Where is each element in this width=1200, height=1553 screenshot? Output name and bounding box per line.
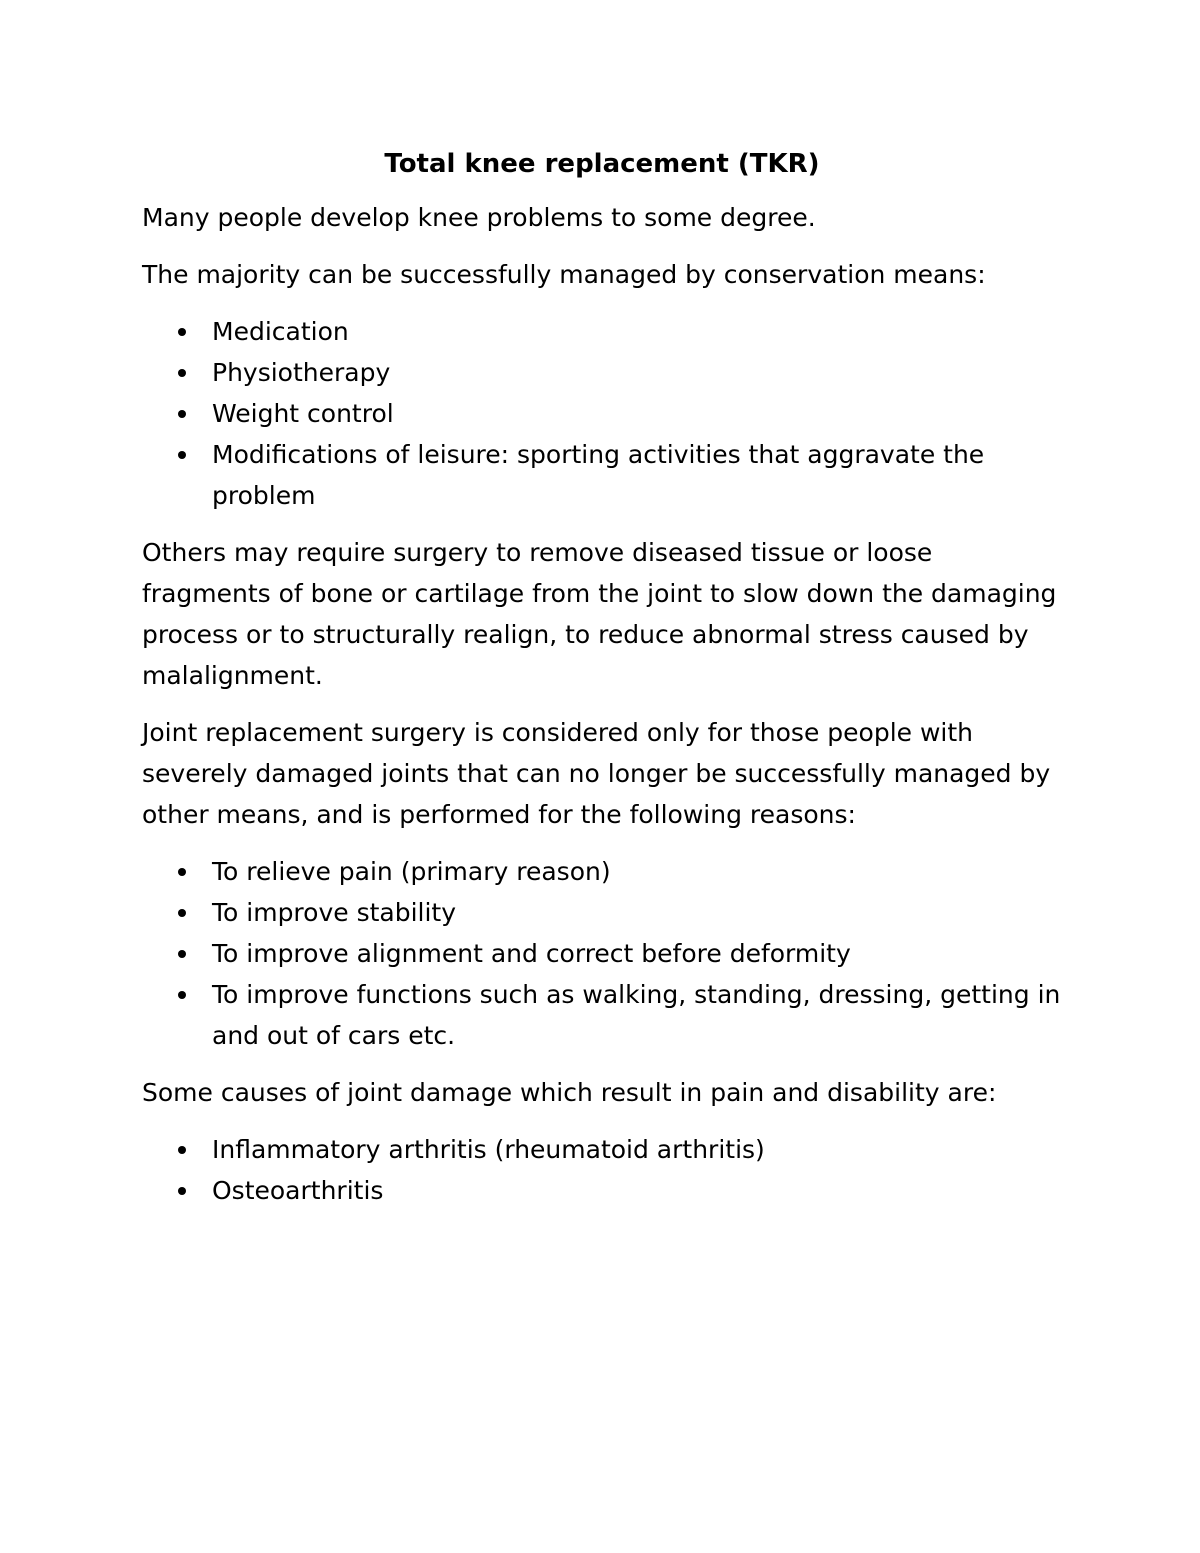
list-item <box>142 892 1062 933</box>
causes-intro: Some causes of joint damage which result in pain and disability are: <box>142 1078 997 1107</box>
list-item <box>142 933 1062 974</box>
bullet-icon <box>178 950 186 958</box>
bullet-icon <box>178 369 186 377</box>
bullet-icon <box>178 1187 186 1195</box>
list-item <box>142 311 1062 352</box>
bullet-icon <box>178 868 186 876</box>
list-item <box>142 352 1062 393</box>
list-item-text: To improve stability <box>212 898 457 927</box>
conservation-intro: The majority can be successfully managed by conservation means: <box>142 260 986 289</box>
document-title: Total knee replacement (TKR) <box>384 149 820 179</box>
bullet-icon <box>178 909 186 917</box>
bullet-icon <box>178 410 186 418</box>
list-item <box>142 1129 1062 1170</box>
bullet-icon <box>178 991 186 999</box>
list-item <box>142 393 1062 434</box>
list-item-text: Physiotherapy <box>212 358 391 387</box>
bullet-icon <box>178 1146 186 1154</box>
causes-list <box>142 1129 1062 1211</box>
conservation-list <box>142 311 1062 516</box>
list-item <box>142 434 1062 516</box>
list-item-text: Weight control <box>212 399 394 428</box>
intro-paragraph: Many people develop knee problems to some degree. <box>142 203 816 232</box>
document-body <box>142 143 1062 1227</box>
reasons-list <box>142 851 1062 1056</box>
list-item-text: Modifications of leisure: sporting activities that aggravate the problem <box>212 440 985 510</box>
list-item-text: Inflammatory arthritis (rheumatoid arthritis) <box>212 1135 765 1164</box>
bullet-icon <box>178 451 186 459</box>
list-item <box>142 974 1062 1056</box>
surgery-paragraph: Others may require surgery to remove diseased tissue or loose fragments of bone or cartilage from the joint to slow down the damaging process or to structurally realign, to reduce abnormal stress caused by malalignment. <box>142 538 1057 690</box>
bullet-icon <box>178 328 186 336</box>
replacement-paragraph: Joint replacement surgery is considered only for those people with severely damaged joints that can no longer be successfully managed by other means, and is performed for the following reasons: <box>142 718 1051 829</box>
list-item-text: Osteoarthritis <box>212 1176 384 1205</box>
list-item <box>142 1170 1062 1211</box>
list-item-text: To improve functions such as walking, standing, dressing, getting in and out of cars etc. <box>212 980 1061 1050</box>
list-item-text: To relieve pain (primary reason) <box>212 857 611 886</box>
list-item-text: Medication <box>212 317 349 346</box>
list-item-text: To improve alignment and correct before deformity <box>212 939 851 968</box>
list-item <box>142 851 1062 892</box>
